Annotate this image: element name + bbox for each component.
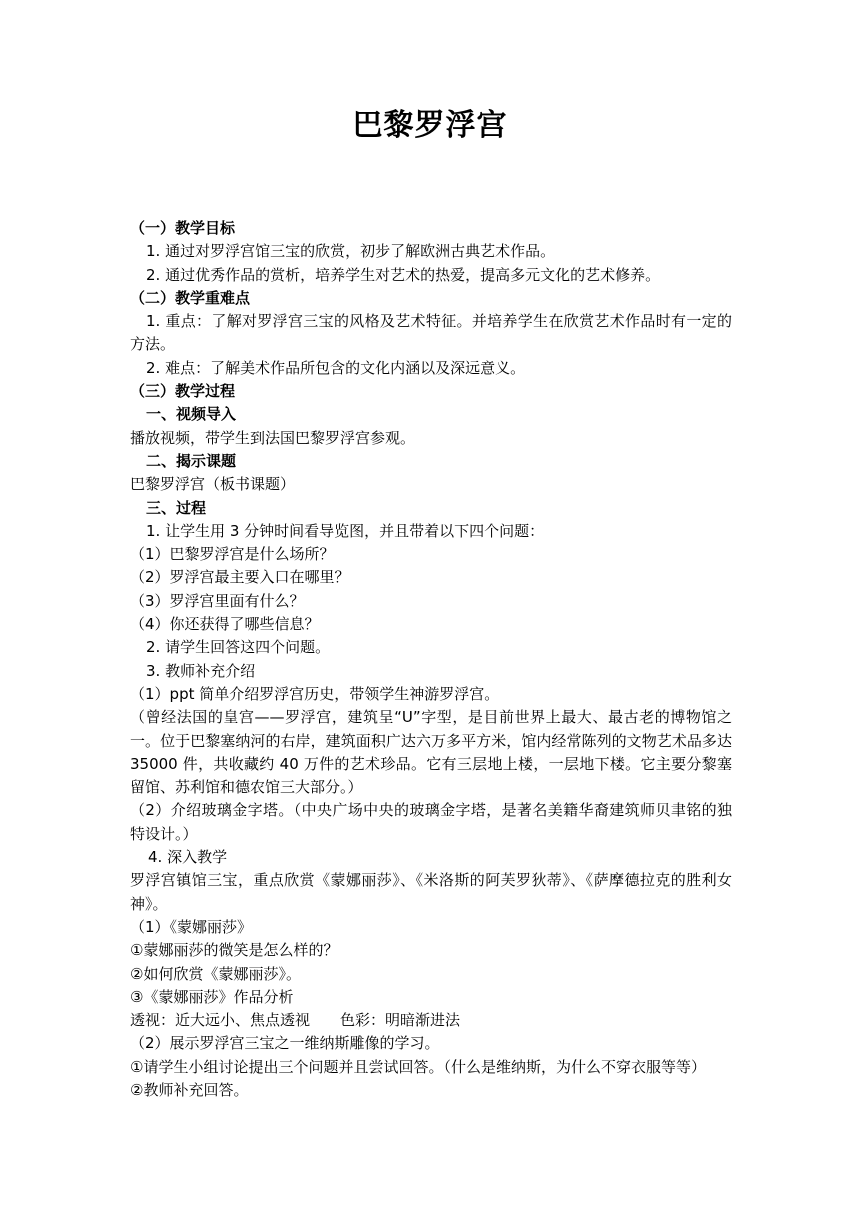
list-item: （2）罗浮宫最主要入口在哪里？	[130, 568, 350, 587]
section-heading: （一）教学目标	[130, 219, 236, 237]
document-body	[130, 217, 732, 1102]
paragraph: 罗浮宫镇馆三宝，重点欣赏《蒙娜丽莎》、《米洛斯的阿芙罗狄蒂》、《萨摩德拉克的胜利女神》。	[130, 871, 732, 913]
list-item: （3）罗浮宫里面有什么？	[130, 591, 305, 610]
list-item: ②如何欣赏《蒙娜丽莎》。	[130, 964, 301, 983]
paragraph: 4. 深入教学	[148, 848, 228, 867]
section-heading: （三）教学过程	[130, 382, 236, 401]
list-item: （1）巴黎罗浮宫是什么场所？	[130, 545, 335, 564]
paragraph: 2. 请学生回答这四个问题。	[146, 638, 331, 657]
list-item: （2）展示罗浮宫三宝之一维纳斯雕像的学习。	[130, 1034, 440, 1053]
paragraph: （2）介绍玻璃金字塔。（中央广场中央的玻璃金字塔，是著名美籍华裔建筑师贝聿铭的独特设计。）	[130, 801, 732, 843]
subsection-heading: 一、视频导入	[146, 405, 237, 424]
list-item: ①蒙娜丽莎的微笑是怎么样的？	[130, 941, 339, 960]
paragraph: 透视：近大远小、焦点透视 色彩：明暗渐进法	[130, 1011, 461, 1030]
paragraph: 1. 让学生用 3 分钟时间看导览图，并且带着以下四个问题：	[146, 521, 545, 540]
list-item: （1）《蒙娜丽莎》	[130, 917, 253, 936]
subsection-heading: 二、揭示课题	[146, 451, 237, 470]
list-item: ③《蒙娜丽莎》作品分析	[130, 987, 294, 1006]
paragraph: 2. 通过优秀作品的赏析，培养学生对艺术的热爱，提高多元文化的艺术修养。	[146, 265, 661, 284]
list-item: （4）你还获得了哪些信息？	[130, 615, 320, 634]
paragraph: 2. 难点：了解美术作品所包含的文化内涵以及深远意义。	[146, 358, 526, 377]
paragraph-text: 1. 重点：了解对罗浮宫三宝的风格及艺术特征。并培养学生在欣赏艺术作品时有一定的方法。	[130, 312, 732, 354]
paragraph: （曾经法国的皇宫——罗浮宫，建筑呈“U”字型，是目前世界上最大、最古老的博物馆之一。位于巴黎塞纳河的右岸，建筑面积广达六万多平方米，馆内经常陈列的文物艺术品多达 35000 件，共收藏约 40 万件的艺术珍品。它有三层地上楼，一层地下楼。它主要分黎塞留馆、苏利馆和德农馆三大部分。）	[130, 708, 732, 797]
paragraph	[130, 310, 732, 357]
paragraph: 播放视频，带学生到法国巴黎罗浮宫参观。	[130, 428, 416, 447]
list-item: ②教师补充回答。	[130, 1080, 249, 1099]
subsection-heading: 三、过程	[146, 498, 207, 517]
paragraph: （1）ppt 简单介绍罗浮宫历史，带领学生神游罗浮宫。	[130, 684, 500, 703]
list-item: ①请学生小组讨论提出三个问题并且尝试回答。（什么是维纳斯，为什么不穿衣服等等）	[130, 1057, 706, 1076]
paragraph: 1. 通过对罗浮宫馆三宝的欣赏，初步了解欧洲古典艺术作品。	[146, 242, 556, 261]
paragraph: 巴黎罗浮宫（板书课题）	[130, 475, 296, 494]
paragraph: 3. 教师补充介绍	[146, 661, 256, 680]
section-heading: （二）教学重难点	[130, 288, 251, 307]
document-title: 巴黎罗浮宫	[352, 108, 508, 143]
